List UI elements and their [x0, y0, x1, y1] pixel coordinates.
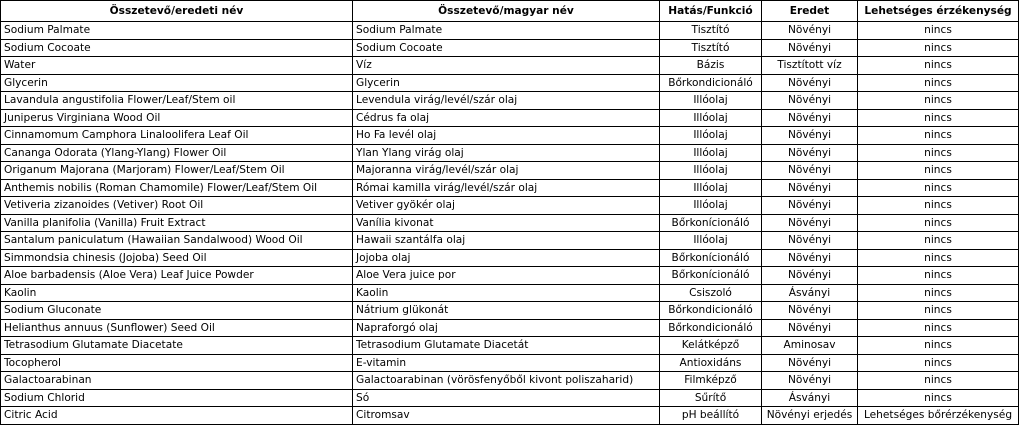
- cell-hungarian-name: Ho Fa levél olaj: [353, 127, 660, 145]
- cell-sensitivity: nincs: [858, 39, 1019, 57]
- cell-sensitivity: nincs: [858, 22, 1019, 40]
- cell-hungarian-name: Majoranna virág/levél/szár olaj: [353, 162, 660, 180]
- table-row: [1, 39, 1019, 57]
- cell-original-name: Helianthus annuus (Sunflower) Seed Oil: [1, 319, 353, 337]
- cell-sensitivity: nincs: [858, 319, 1019, 337]
- cell-origin: Növényi: [762, 267, 858, 285]
- table-row: [1, 127, 1019, 145]
- table-row: [1, 337, 1019, 355]
- cell-function: Bázis: [660, 57, 762, 75]
- cell-hungarian-name: Víz: [353, 57, 660, 75]
- table-row: [1, 284, 1019, 302]
- cell-original-name: Juniperus Virginiana Wood Oil: [1, 109, 353, 127]
- cell-origin: Növényi: [762, 144, 858, 162]
- cell-sensitivity: nincs: [858, 284, 1019, 302]
- cell-origin: Tisztított víz: [762, 57, 858, 75]
- cell-sensitivity: nincs: [858, 162, 1019, 180]
- cell-function: Bőrkondicionáló: [660, 74, 762, 92]
- cell-sensitivity: nincs: [858, 74, 1019, 92]
- cell-function: Illóolaj: [660, 179, 762, 197]
- cell-sensitivity: Lehetséges bőrérzékenység: [858, 407, 1019, 425]
- cell-origin: Növényi: [762, 197, 858, 215]
- table-row: [1, 407, 1019, 425]
- cell-sensitivity: nincs: [858, 232, 1019, 250]
- cell-hungarian-name: Ylan Ylang virág olaj: [353, 144, 660, 162]
- cell-hungarian-name: Glycerin: [353, 74, 660, 92]
- cell-origin: Növényi: [762, 109, 858, 127]
- header-original-name: Összetevő/eredeti név: [1, 1, 353, 22]
- cell-hungarian-name: Jojoba olaj: [353, 249, 660, 267]
- table-row: [1, 319, 1019, 337]
- cell-origin: Növényi: [762, 214, 858, 232]
- cell-sensitivity: nincs: [858, 57, 1019, 75]
- cell-sensitivity: nincs: [858, 372, 1019, 390]
- cell-hungarian-name: Római kamilla virág/levél/szár olaj: [353, 179, 660, 197]
- cell-hungarian-name: Kaolin: [353, 284, 660, 302]
- cell-original-name: Vetiveria zizanoides (Vetiver) Root Oil: [1, 197, 353, 215]
- cell-hungarian-name: Sodium Palmate: [353, 22, 660, 40]
- cell-origin: Növényi: [762, 162, 858, 180]
- cell-function: Bőrkondicionáló: [660, 319, 762, 337]
- cell-function: Sűrítő: [660, 389, 762, 407]
- cell-function: Illóolaj: [660, 92, 762, 110]
- cell-original-name: Tetrasodium Glutamate Diacetate: [1, 337, 353, 355]
- table-row: [1, 372, 1019, 390]
- cell-sensitivity: nincs: [858, 337, 1019, 355]
- cell-function: Bőrkondicionáló: [660, 302, 762, 320]
- cell-hungarian-name: Sodium Cocoate: [353, 39, 660, 57]
- table-row: [1, 92, 1019, 110]
- header-row: [1, 1, 1019, 22]
- cell-function: Antioxidáns: [660, 354, 762, 372]
- cell-function: Kelátképző: [660, 337, 762, 355]
- header-origin: Eredet: [762, 1, 858, 22]
- cell-hungarian-name: Só: [353, 389, 660, 407]
- table-row: [1, 22, 1019, 40]
- cell-sensitivity: nincs: [858, 389, 1019, 407]
- cell-original-name: Anthemis nobilis (Roman Chamomile) Flower/Leaf/Stem Oil: [1, 179, 353, 197]
- cell-function: Illóolaj: [660, 144, 762, 162]
- cell-hungarian-name: Citromsav: [353, 407, 660, 425]
- cell-function: Csiszoló: [660, 284, 762, 302]
- cell-function: Illóolaj: [660, 127, 762, 145]
- cell-hungarian-name: Tetrasodium Glutamate Diacetát: [353, 337, 660, 355]
- cell-function: Tisztító: [660, 39, 762, 57]
- cell-hungarian-name: Hawaii szantálfa olaj: [353, 232, 660, 250]
- header-sensitivity: Lehetséges érzékenység: [858, 1, 1019, 22]
- cell-function: Bőrkonícionáló: [660, 249, 762, 267]
- table-row: [1, 197, 1019, 215]
- cell-origin: Növényi: [762, 354, 858, 372]
- table-row: [1, 57, 1019, 75]
- cell-function: Bőrkonícionáló: [660, 267, 762, 285]
- cell-hungarian-name: Levendula virág/levél/szár olaj: [353, 92, 660, 110]
- cell-original-name: Aloe barbadensis (Aloe Vera) Leaf Juice Powder: [1, 267, 353, 285]
- cell-function: Illóolaj: [660, 197, 762, 215]
- cell-origin: Növényi: [762, 249, 858, 267]
- cell-origin: Növényi erjedés: [762, 407, 858, 425]
- cell-sensitivity: nincs: [858, 109, 1019, 127]
- cell-hungarian-name: Cédrus fa olaj: [353, 109, 660, 127]
- cell-original-name: Kaolin: [1, 284, 353, 302]
- cell-sensitivity: nincs: [858, 249, 1019, 267]
- cell-hungarian-name: Vanília kivonat: [353, 214, 660, 232]
- table-row: [1, 302, 1019, 320]
- cell-original-name: Tocopherol: [1, 354, 353, 372]
- cell-sensitivity: nincs: [858, 127, 1019, 145]
- cell-function: Illóolaj: [660, 162, 762, 180]
- cell-function: Tisztító: [660, 22, 762, 40]
- cell-original-name: Sodium Palmate: [1, 22, 353, 40]
- table-row: [1, 109, 1019, 127]
- cell-function: Illóolaj: [660, 109, 762, 127]
- cell-origin: Ásványi: [762, 284, 858, 302]
- cell-function: pH beállító: [660, 407, 762, 425]
- cell-original-name: Sodium Gluconate: [1, 302, 353, 320]
- cell-hungarian-name: Aloe Vera juice por: [353, 267, 660, 285]
- cell-origin: Növényi: [762, 319, 858, 337]
- cell-hungarian-name: Vetiver gyökér olaj: [353, 197, 660, 215]
- header-hungarian-name: Összetevő/magyar név: [353, 1, 660, 22]
- table-row: [1, 232, 1019, 250]
- cell-origin: Növényi: [762, 92, 858, 110]
- cell-origin: Növényi: [762, 22, 858, 40]
- cell-origin: Növényi: [762, 302, 858, 320]
- table-row: [1, 267, 1019, 285]
- cell-function: Bőrkonícionáló: [660, 214, 762, 232]
- cell-origin: Ásványi: [762, 389, 858, 407]
- cell-origin: Növényi: [762, 74, 858, 92]
- cell-hungarian-name: Nátrium glükonát: [353, 302, 660, 320]
- table-row: [1, 179, 1019, 197]
- cell-original-name: Citric Acid: [1, 407, 353, 425]
- cell-sensitivity: nincs: [858, 354, 1019, 372]
- cell-sensitivity: nincs: [858, 302, 1019, 320]
- cell-origin: Növényi: [762, 232, 858, 250]
- cell-sensitivity: nincs: [858, 197, 1019, 215]
- cell-original-name: Glycerin: [1, 74, 353, 92]
- cell-sensitivity: nincs: [858, 179, 1019, 197]
- table-row: [1, 249, 1019, 267]
- cell-hungarian-name: Galactoarabinan (vörösfenyőből kivont poliszaharid): [353, 372, 660, 390]
- cell-original-name: Sodium Cocoate: [1, 39, 353, 57]
- cell-sensitivity: nincs: [858, 214, 1019, 232]
- cell-function: Filmképző: [660, 372, 762, 390]
- cell-origin: Növényi: [762, 372, 858, 390]
- cell-sensitivity: nincs: [858, 267, 1019, 285]
- cell-original-name: Cinnamomum Camphora Linaloolifera Leaf Oil: [1, 127, 353, 145]
- table-row: [1, 214, 1019, 232]
- cell-original-name: Vanilla planifolia (Vanilla) Fruit Extract: [1, 214, 353, 232]
- cell-original-name: Galactoarabinan: [1, 372, 353, 390]
- cell-original-name: Simmondsia chinesis (Jojoba) Seed Oil: [1, 249, 353, 267]
- table-row: [1, 354, 1019, 372]
- cell-hungarian-name: Napraforgó olaj: [353, 319, 660, 337]
- cell-original-name: Santalum paniculatum (Hawaiian Sandalwood) Wood Oil: [1, 232, 353, 250]
- cell-original-name: Origanum Majorana (Marjoram) Flower/Leaf/Stem Oil: [1, 162, 353, 180]
- cell-original-name: Lavandula angustifolia Flower/Leaf/Stem oil: [1, 92, 353, 110]
- table-row: [1, 144, 1019, 162]
- cell-hungarian-name: E-vitamin: [353, 354, 660, 372]
- table-row: [1, 162, 1019, 180]
- table-row: [1, 389, 1019, 407]
- cell-origin: Növényi: [762, 127, 858, 145]
- cell-sensitivity: nincs: [858, 144, 1019, 162]
- header-function: Hatás/Funkció: [660, 1, 762, 22]
- cell-origin: Aminosav: [762, 337, 858, 355]
- cell-original-name: Water: [1, 57, 353, 75]
- table-row: [1, 74, 1019, 92]
- cell-origin: Növényi: [762, 179, 858, 197]
- cell-origin: Növényi: [762, 39, 858, 57]
- cell-sensitivity: nincs: [858, 92, 1019, 110]
- cell-function: Illóolaj: [660, 232, 762, 250]
- cell-original-name: Sodium Chlorid: [1, 389, 353, 407]
- cell-original-name: Cananga Odorata (Ylang-Ylang) Flower Oil: [1, 144, 353, 162]
